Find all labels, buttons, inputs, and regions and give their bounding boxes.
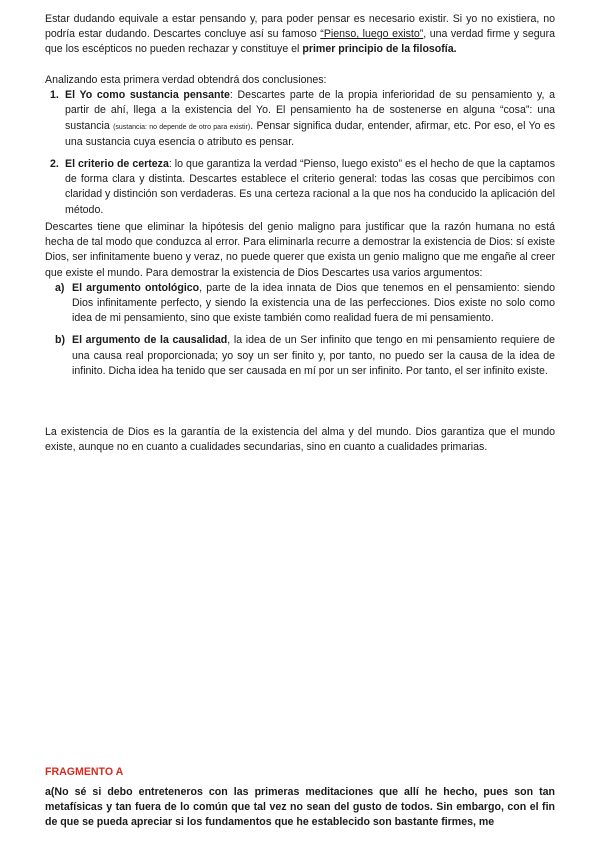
fragment-text: a(No sé si debo entreteneros con las primeras meditaciones que allí he hecho, pues son tan metafísicas y tan fuera de lo común que tal vez no sean del gusto de todos. Sin embargo, con el fin de que se pueda apreciar si los fundamentos que he establecido son bastante firmes, me	[45, 786, 555, 829]
genio-section	[45, 220, 555, 379]
intro-text-b: , una verdad firme y segura que los escépticos no pueden rechazar y constituye el	[45, 28, 555, 56]
first-principle: primer principio de la filosofía.	[302, 43, 457, 56]
argument-item-b	[45, 333, 555, 379]
fragment-title: FRAGMENTO A	[45, 766, 124, 778]
famous-phrase: “Pienso, luego existo”	[320, 28, 424, 41]
intro-text-a: Estar dudando equivale a estar pensando y, para poder pensar es necesario existir. Si yo no existiera, no podría estar dudando. Descartes concluye así su famoso	[45, 13, 555, 41]
sustancia-note: (sustancia: no depende de otro para existir)	[113, 123, 251, 131]
conclusion-title: El criterio de certeza	[65, 158, 169, 171]
argument-letter: a)	[55, 281, 65, 294]
conclusion-text-a: : lo que garantiza la verdad “Pienso, luego existo” es el hecho de que la captamos de forma clara y distinta. Descartes establece el criterio general: todas las cosas que percibimos con claridad y distinción son verdaderas. Es una certeza racional a la que nos ha conducido la aplicación del método.	[65, 158, 555, 216]
argument-title: El argumento ontológico	[72, 281, 200, 294]
argument-text: , la idea de un Ser infinito que tengo en mi pensamiento requiere de una causa real proporcionada; yo soy un ser finito y, por tanto, no puedo ser la causa de la idea de infinito. Dicha idea ha tenido que ser causada en mí por un ser infinito. Por tanto, el ser infinito existe.	[72, 334, 555, 377]
intro-paragraph	[45, 12, 555, 58]
conclusion-title: El Yo como sustancia pensante	[65, 89, 230, 102]
conclusion-number: 2.	[50, 158, 59, 171]
conclusion-item-1	[45, 88, 555, 150]
argument-letter: b)	[55, 334, 65, 347]
argument-title: El argumento de la causalidad	[72, 334, 228, 347]
final-paragraph: La existencia de Dios es la garantía de la existencia del alma y del mundo. Dios garantiza que el mundo existe, aunque no en cuanto a cualidades secundarias, sino en cuanto a cualidades primarias.	[45, 426, 555, 454]
analysis-lead: Analizando esta primera verdad obtendrá dos conclusiones:	[45, 74, 327, 86]
conclusion-item-2	[45, 157, 555, 218]
argument-text: , parte de la idea innata de Dios que tenemos en el pensamiento: siendo Dios infinitamente perfecto, y siendo la existencia una de las perfecciones. Dios existe no solo como idea de mi pensamiento, sino que existe también como realidad fuera de mi pensamiento.	[72, 281, 555, 325]
analysis-section	[45, 73, 555, 218]
conclusion-text-b: . Pensar significa dudar, entender, afirmar, etc. Por eso, el Yo es una sustancia cuya esencia o atributo es pensar.	[65, 119, 556, 148]
genio-paragraph: Descartes tiene que eliminar la hipótesis del genio maligno para justificar que la razón humana no está hecha de tal modo que conduzca al error. Para eliminarla recurre a demostrar la existencia de Dios: sí existe Dios, ser infinitamente bueno y veraz, no puede querer que exista un genio maligno que me engañe al creer que existe el mundo. Para demostrar la existencia de Dios Descartes usa varios argumentos:	[45, 221, 555, 279]
conclusion-number: 1.	[50, 89, 59, 102]
argument-item-a	[45, 281, 555, 327]
conclusion-text-a: : Descartes parte de la propia inferioridad de su pensamiento y, a partir de ahí, llega a la existencia del Yo. El pensamiento ha de sostenerse en alguna “cosa”: una sustancia	[65, 89, 555, 132]
